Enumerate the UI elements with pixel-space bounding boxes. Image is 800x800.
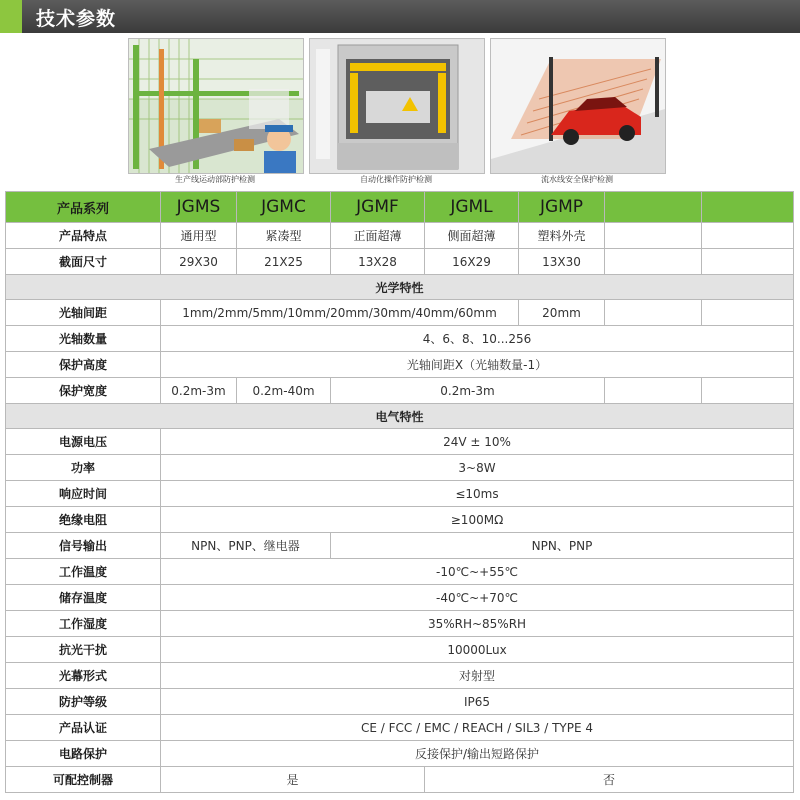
row-value: 24V ± 10% bbox=[161, 429, 794, 455]
controller-label: 可配控制器 bbox=[6, 767, 161, 793]
row-value: 35%RH~85%RH bbox=[161, 611, 794, 637]
photo-automation bbox=[309, 38, 485, 174]
row-value: -10℃~+55℃ bbox=[161, 559, 794, 585]
row-label: 防护等级 bbox=[6, 689, 161, 715]
axis-count-value: 4、6、8、10...256 bbox=[161, 326, 794, 352]
empty-cell bbox=[702, 249, 794, 275]
table-row bbox=[6, 767, 794, 793]
row-label: 绝缘电阻 bbox=[6, 507, 161, 533]
row-value: 3~8W bbox=[161, 455, 794, 481]
photo-car-lane bbox=[490, 38, 666, 174]
row-label: 电源电压 bbox=[6, 429, 161, 455]
row-value: 反接保护/输出短路保护 bbox=[161, 741, 794, 767]
photo-caption-1: 生产线运动部防护检测 bbox=[175, 175, 255, 184]
axis-pitch-label: 光轴间距 bbox=[6, 300, 161, 326]
row-value: -40℃~+70℃ bbox=[161, 585, 794, 611]
model-jgmf: JGMF bbox=[331, 192, 425, 223]
header-accent bbox=[0, 0, 22, 33]
row-label: 功率 bbox=[6, 455, 161, 481]
table-row bbox=[6, 300, 794, 326]
controller-no: 否 bbox=[425, 767, 794, 793]
table-row bbox=[6, 507, 794, 533]
table-row bbox=[6, 326, 794, 352]
feature-jgms: 通用型 bbox=[161, 223, 237, 249]
model-jgmc: JGMC bbox=[237, 192, 331, 223]
table-row bbox=[6, 559, 794, 585]
axis-pitch-jgmp: 20mm bbox=[519, 300, 605, 326]
width-jgms: 0.2m-3m bbox=[161, 378, 237, 404]
width-rest: 0.2m-3m bbox=[331, 378, 605, 404]
table-row bbox=[6, 481, 794, 507]
table-row bbox=[6, 533, 794, 559]
model-jgml: JGML bbox=[425, 192, 519, 223]
empty-cell bbox=[605, 378, 702, 404]
photo-caption-3: 流水线安全保护检测 bbox=[541, 175, 613, 184]
table-row bbox=[6, 352, 794, 378]
table-row bbox=[6, 689, 794, 715]
section-jgmf: 13X28 bbox=[331, 249, 425, 275]
section-header-row bbox=[6, 404, 794, 429]
table-row bbox=[6, 223, 794, 249]
row-value: ≥100MΩ bbox=[161, 507, 794, 533]
photo-caption-2: 自动化操作防护检测 bbox=[360, 175, 432, 184]
series-label: 产品系列 bbox=[6, 192, 161, 223]
empty-cell bbox=[702, 192, 794, 223]
signal-rest: NPN、PNP bbox=[331, 533, 794, 559]
row-label: 光幕形式 bbox=[6, 663, 161, 689]
row-value: ≤10ms bbox=[161, 481, 794, 507]
header-bar bbox=[0, 0, 800, 33]
table-row bbox=[6, 249, 794, 275]
model-jgmp: JGMP bbox=[519, 192, 605, 223]
empty-cell bbox=[605, 192, 702, 223]
empty-cell bbox=[605, 249, 702, 275]
empty-cell bbox=[702, 223, 794, 249]
row-value: 10000Lux bbox=[161, 637, 794, 663]
height-value: 光轴间距X（光轴数量-1） bbox=[161, 352, 794, 378]
table-row bbox=[6, 663, 794, 689]
table-row bbox=[6, 741, 794, 767]
row-label: 产品认证 bbox=[6, 715, 161, 741]
section-jgmp: 13X30 bbox=[519, 249, 605, 275]
axis-pitch-value: 1mm/2mm/5mm/10mm/20mm/30mm/40mm/60mm bbox=[161, 300, 519, 326]
table-row bbox=[6, 378, 794, 404]
row-label: 抗光干扰 bbox=[6, 637, 161, 663]
row-value: 对射型 bbox=[161, 663, 794, 689]
signal-label: 信号输出 bbox=[6, 533, 161, 559]
empty-cell bbox=[702, 378, 794, 404]
feature-label: 产品特点 bbox=[6, 223, 161, 249]
electrical-section-title: 电气特性 bbox=[6, 404, 794, 429]
photo-production-line bbox=[128, 38, 304, 174]
table-row bbox=[6, 429, 794, 455]
row-value: CE / FCC / EMC / REACH / SIL3 / TYPE 4 bbox=[161, 715, 794, 741]
table-row bbox=[6, 455, 794, 481]
feature-jgmf: 正面超薄 bbox=[331, 223, 425, 249]
width-jgmc: 0.2m-40m bbox=[237, 378, 331, 404]
empty-cell bbox=[702, 300, 794, 326]
empty-cell bbox=[605, 300, 702, 326]
row-label: 响应时间 bbox=[6, 481, 161, 507]
table-row bbox=[6, 637, 794, 663]
optical-section-title: 光学特性 bbox=[6, 275, 794, 300]
section-header-row bbox=[6, 275, 794, 300]
spec-table bbox=[5, 191, 794, 793]
signal-jgms-jgmc: NPN、PNP、继电器 bbox=[161, 533, 331, 559]
empty-cell bbox=[605, 223, 702, 249]
row-label: 电路保护 bbox=[6, 741, 161, 767]
feature-jgmc: 紧凑型 bbox=[237, 223, 331, 249]
height-label: 保护高度 bbox=[6, 352, 161, 378]
page-title: 技术参数 bbox=[36, 8, 117, 30]
section-jgml: 16X29 bbox=[425, 249, 519, 275]
section-jgms: 29X30 bbox=[161, 249, 237, 275]
table-row bbox=[6, 611, 794, 637]
controller-yes: 是 bbox=[161, 767, 425, 793]
axis-count-label: 光轴数量 bbox=[6, 326, 161, 352]
model-jgms: JGMS bbox=[161, 192, 237, 223]
feature-jgml: 侧面超薄 bbox=[425, 223, 519, 249]
table-row bbox=[6, 585, 794, 611]
width-label: 保护宽度 bbox=[6, 378, 161, 404]
row-value: IP65 bbox=[161, 689, 794, 715]
row-label: 工作湿度 bbox=[6, 611, 161, 637]
table-row bbox=[6, 715, 794, 741]
section-label: 截面尺寸 bbox=[6, 249, 161, 275]
row-label: 储存温度 bbox=[6, 585, 161, 611]
table-row bbox=[6, 192, 794, 223]
section-jgmc: 21X25 bbox=[237, 249, 331, 275]
feature-jgmp: 塑料外壳 bbox=[519, 223, 605, 249]
row-label: 工作温度 bbox=[6, 559, 161, 585]
